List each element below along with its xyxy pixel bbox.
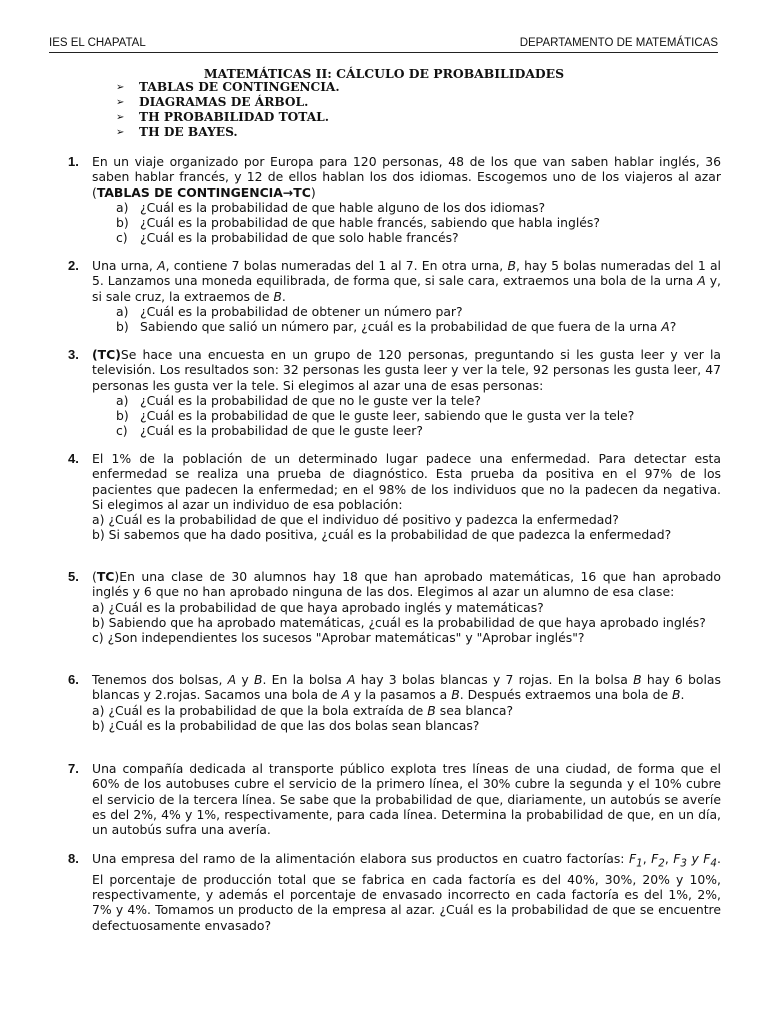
problem-number: 7. [68,761,79,776]
problem-1 [68,154,721,246]
problem-number: 6. [68,672,79,687]
problem-statement: (TC)En una clase de 30 alumnos hay 18 que han aprobado matemáticas, 16 que han aprobado inglés y 6 que no han aprobado ninguna de las dos. Elegimos al azar un alumno de esa clase: [92,569,721,600]
question-item: b) ¿Cuál es la probabilidad de que las dos bolas sean blancas? [92,717,480,733]
question-item: a) ¿Cuál es la probabilidad de que hable alguno de los dos idiomas? [116,199,546,215]
department-name: DEPARTAMENTO DE MATEMÁTICAS [519,37,718,49]
problem-statement: El 1% de la población de un determinado lugar padece una enfermedad. Para detectar esta enfermedad se realiza una prueba de diagnóstico. Esta prueba da positiva en el 97% de los pacientes que padecen la enfermedad; en el 98% de los individuos que no la padecen da negativa. Si elegimos al azar un individuo de esa población: [92,451,721,512]
question-item: a) ¿Cuál es la probabilidad de obtener un número par? [116,303,463,319]
problem-8 [68,851,721,933]
problem-statement: En un viaje organizado por Europa para 120 personas, 48 de los que van saben hablar inglés, 36 saben hablar francés, y 12 de ellos hablan los dos idiomas. Escogemos uno de los viajeros al azar (TABLAS DE CONTINGENCIA→TC) [92,154,721,200]
question-list [92,393,721,439]
method-tag: TC [96,569,115,584]
problem-statement: Una empresa del ramo de la alimentación elabora sus productos en cuatro factorías: $F_1$, $F_2$, $F_3$ y $F_4$. El porcentaje de producción total que se fabrica en cada factoría es del 40%, 30%, 20% y 10%, respectivamente, y además el porcentaje de envasado incorrecto en cada factoría es del 1%, 2%, 7% y 4%. Tomamos un producto de la empresa al azar. ¿Cuál es la probabilidad de que se encuentre defectuosamente envasado? [92,851,721,933]
arrow-bullet-icon: ➢ [116,82,125,93]
problem-7 [68,761,721,838]
topic-item: ➢ TABLAS DE CONTINGENCIA. [116,80,340,94]
method-tag: (TC) [92,347,121,362]
topic-item: ➢ TH PROBABILIDAD TOTAL. [116,110,329,124]
problem-number: 2. [68,258,79,273]
topic-list [116,80,340,140]
question-item: b) Sabiendo que ha aprobado matemáticas, ¿cuál es la probabilidad de que haya aprobado inglés? [92,614,706,630]
question-item: a) ¿Cuál es la probabilidad de que el individuo dé positivo y padezca la enfermedad? [92,512,619,528]
problem-statement: Tenemos dos bolsas, A y B. En la bolsa A hay 3 bolas blancas y 7 rojas. En la bolsa B hay 6 bolas blancas y 2.rojas. Sacamos una bola de A y la pasamos a B. Después extraemos una bola de B. [92,672,721,703]
question-item: c) ¿Cuál es la probabilidad de que solo hable francés? [116,230,459,246]
question-item: b) Si sabemos que ha dado positiva, ¿cuál es la probabilidad de que padezca la enfermedad? [92,527,672,543]
question-item: a) ¿Cuál es la probabilidad de que la bola extraída de B sea blanca? [92,702,514,718]
question-list [92,512,721,543]
problem-statement: Una urna, A, contiene 7 bolas numeradas del 1 al 7. En otra urna, B, hay 5 bolas numeradas del 1 al 5. Lanzamos una moneda equilibrada, de forma que, si sale cara, extraemos una bola de la urna A y, si sale cruz, la extraemos de B. [92,258,721,304]
school-name: IES EL CHAPATAL [49,37,146,49]
problem-number: 5. [68,569,79,584]
arrow-bullet-icon: ➢ [116,127,125,138]
problem-number: 3. [68,347,79,362]
worksheet-title: MATEMÁTICAS II: CÁLCULO DE PROBABILIDADES [203,66,565,81]
problem-statement: Una compañía dedicada al transporte público explota tres líneas de una ciudad, de forma que el 60% de los autobuses cubre el servicio de la primero línea, el 30% cubre la segunda y el 10% cubre el servicio de la tercera línea. Se sabe que la probabilidad de que, diariamente, un autobús se averíe es del 2%, 4% y 1%, respectivamente, para cada línea. Determina la probabilidad de que, en un día, un autobús sufra una avería. [92,761,721,838]
problem-5 [68,569,721,646]
problem-4 [68,451,721,543]
question-item: a) ¿Cuál es la probabilidad de que haya aprobado inglés y matemáticas? [92,599,544,615]
problem-number: 1. [68,154,79,169]
question-item: c) ¿Cuál es la probabilidad de que le guste leer? [116,423,423,439]
topic-item: ➢ TH DE BAYES. [116,125,238,139]
question-item: b) Sabiendo que salió un número par, ¿cuál es la probabilidad de que fuera de la urna A? [116,319,677,335]
arrow-bullet-icon: ➢ [116,112,125,123]
question-list [92,600,721,646]
page-header [49,34,718,53]
problem-3 [68,347,721,439]
question-item: c) ¿Son independientes los sucesos "Aprobar matemáticas" y "Aprobar inglés"? [92,630,585,646]
method-tag: TABLAS DE CONTINGENCIA→TC [96,184,311,200]
problem-statement: (TC)Se hace una encuesta en un grupo de 120 personas, preguntando si les gusta leer y ver la televisión. Los resultados son: 32 personas les gusta leer y ver la tele, 92 personas les gusta leer, 47 personas les gusta ver la tele. Si elegimos al azar una de esas personas: [92,347,721,393]
question-item: b) ¿Cuál es la probabilidad de que le guste leer, sabiendo que le gusta ver la tele? [116,408,635,424]
question-list [92,304,721,335]
problem-number: 8. [68,851,79,866]
problem-6 [68,672,721,733]
topic-item: ➢ DIAGRAMAS DE ÁRBOL. [116,95,309,109]
arrow-bullet-icon: ➢ [116,97,125,108]
question-list [92,200,721,246]
question-item: b) ¿Cuál es la probabilidad de que hable francés, sabiendo que habla inglés? [116,215,600,231]
question-item: a) ¿Cuál es la probabilidad de que no le guste ver la tele? [116,392,481,408]
problem-2 [68,258,721,335]
problem-number: 4. [68,451,79,466]
question-list [92,703,721,734]
